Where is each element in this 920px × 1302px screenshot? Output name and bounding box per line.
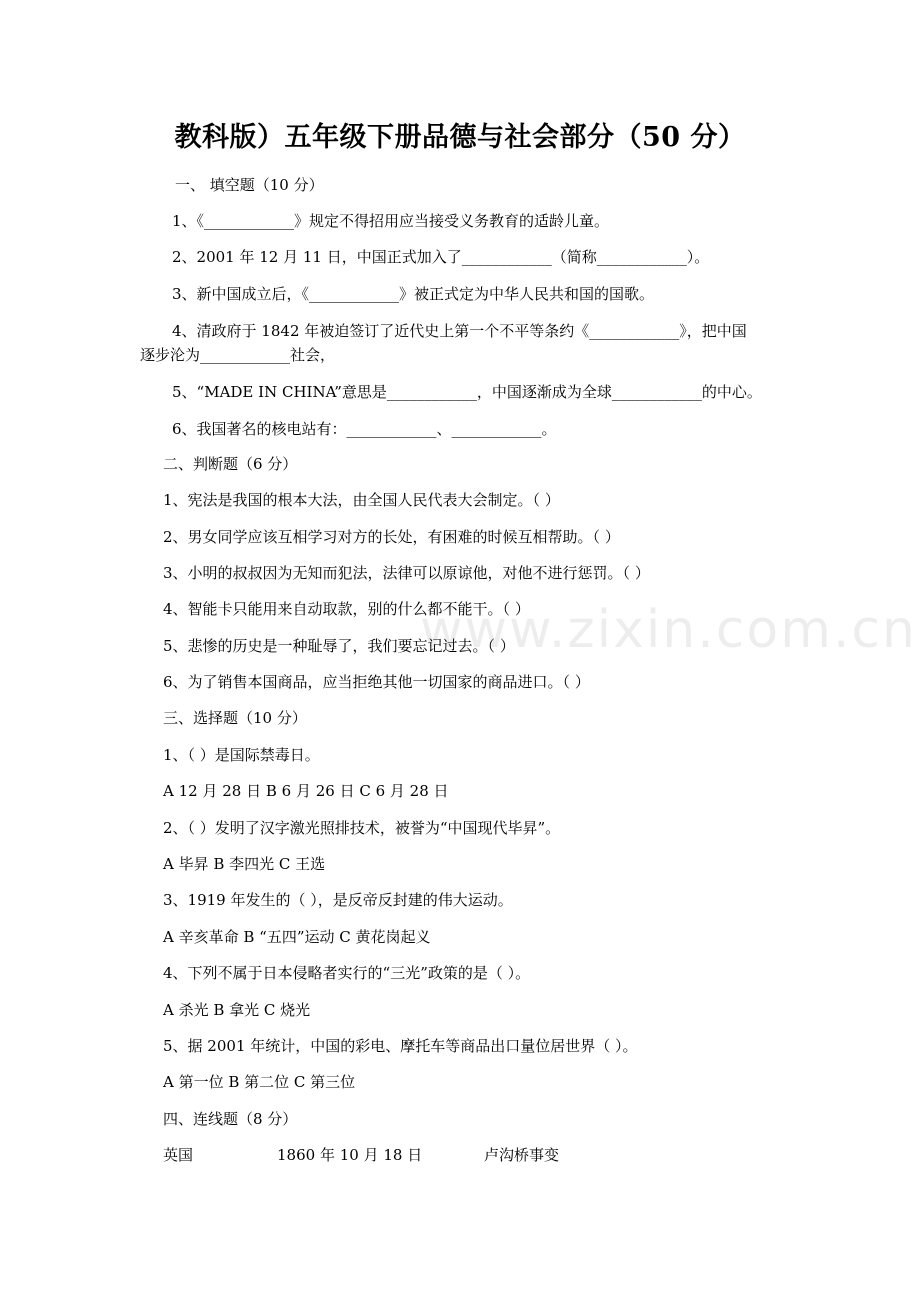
- question-line: 5、据 2001 年统计，中国的彩电、摩托车等商品出口量位居世界（ ）。: [163, 1037, 638, 1055]
- question-line: 4、智能卡只能用来自动取款，别的什么都不能干。（ ）: [163, 600, 530, 618]
- question-line: 4、下列不属于日本侵略者实行的“三光”政策的是（ ）。: [163, 964, 531, 982]
- answer-options: A 杀光 B 拿光 C 烧光: [163, 1001, 311, 1019]
- question-line-continued: 逐步沦为____________社会，: [140, 346, 336, 364]
- answer-options: A 第一位 B 第二位 C 第三位: [163, 1073, 356, 1091]
- question-line: 1、宪法是我国的根本大法，由全国人民代表大会制定。（ ）: [163, 491, 560, 509]
- answer-options: A 毕昇 B 李四光 C 王选: [163, 855, 326, 873]
- question-line: 3、小明的叔叔因为无知而犯法，法律可以原谅他，对他不进行惩罚。（ ）: [163, 564, 650, 582]
- question-line: 1、《____________》规定不得招用应当接受义务教育的适龄儿童。: [172, 212, 610, 230]
- question-line: 6、我国著名的核电站有：____________、____________。: [172, 420, 557, 438]
- question-line: 5、“MADE IN CHINA”意思是____________，中国逐渐成为全球____________的中心。: [172, 383, 762, 401]
- question-line: 2、（ ）发明了汉字激光照排技术，被誉为“中国现代毕昇”。: [163, 819, 561, 837]
- question-line: 1、（ ）是国际禁毒日。: [163, 746, 320, 764]
- answer-options: A 辛亥革命 B “五四”运动 C 黄花岗起义: [163, 928, 431, 946]
- question-line: 5、悲惨的历史是一种耻辱了，我们要忘记过去。（ ）: [163, 637, 515, 655]
- question-line: 3、新中国成立后，《____________》被正式定为中华人民共和国的国歌。: [172, 285, 655, 303]
- page-title: 教科版）五年级下册品德与社会部分（50 分）: [174, 122, 746, 153]
- answer-options: A 12 月 28 日 B 6 月 26 日 C 6 月 28 日: [163, 782, 449, 800]
- match-left-item: 英国: [163, 1146, 194, 1164]
- match-middle-item: 1860 年 10 月 18 日: [277, 1146, 423, 1164]
- watermark-text: www.zixin.com.cn: [420, 600, 917, 660]
- question-line: 2、2001 年 12 月 11 日，中国正式加入了____________（简称____________）。: [172, 248, 710, 266]
- match-right-item: 卢沟桥事变: [484, 1146, 560, 1164]
- question-line: 3、1919 年发生的（ ），是反帝反封建的伟大运动。: [163, 891, 513, 909]
- question-line: 2、男女同学应该互相学习对方的长处，有困难的时候互相帮助。（ ）: [163, 528, 620, 546]
- question-line: 6、为了销售本国商品，应当拒绝其他一切国家的商品进口。（ ）: [163, 673, 590, 691]
- section-heading-matching: 四、连线题（8 分）: [163, 1110, 298, 1128]
- section-heading-true-false: 二、判断题（6 分）: [163, 455, 298, 473]
- section-heading-choice: 三、选择题（10 分）: [163, 709, 307, 727]
- question-line: 4、清政府于 1842 年被迫签订了近代史上第一个不平等条约《____________》，把中国: [172, 322, 747, 340]
- section-heading-fill-in: 一、 填空题（10 分）: [175, 176, 324, 194]
